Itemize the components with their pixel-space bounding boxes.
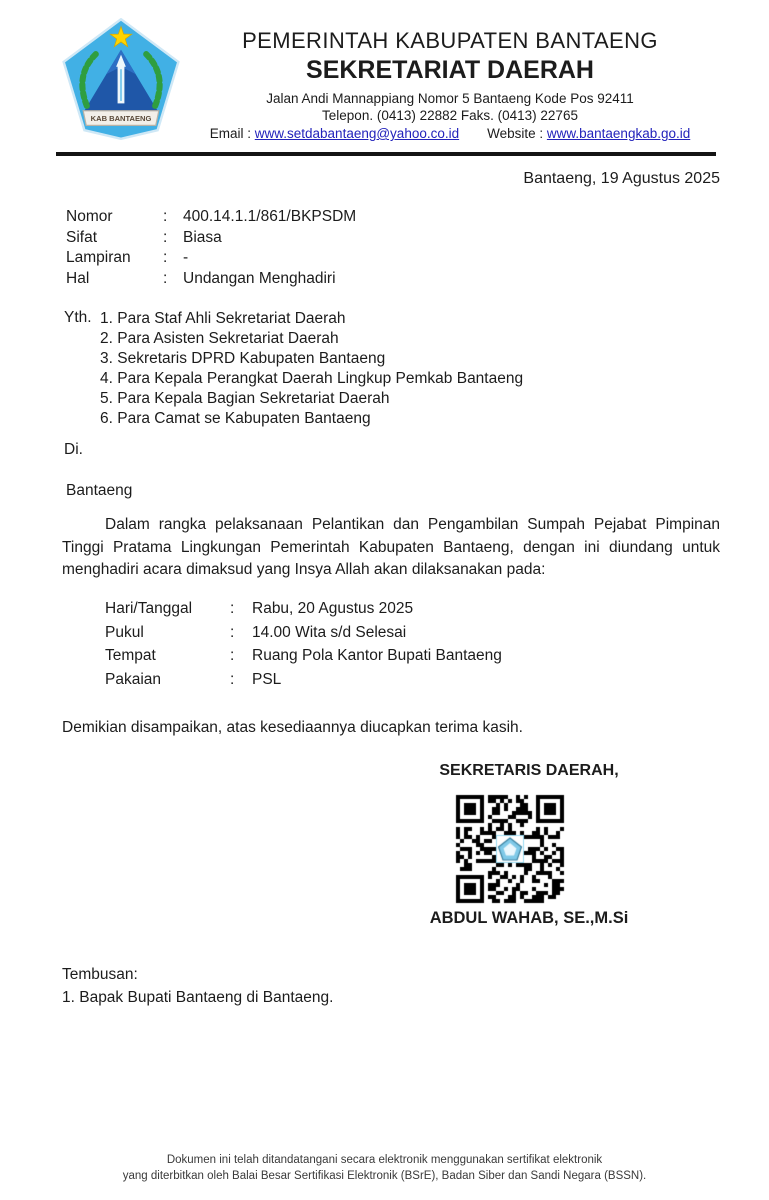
letterhead (60, 14, 716, 142)
date-line: Bantaeng, 19 Agustus 2025 (523, 170, 720, 187)
recipient-item: 6. Para Camat se Kabupaten Bantaeng (100, 410, 371, 427)
detail-label: Pakaian (105, 670, 162, 688)
government-name: PEMERINTAH KABUPATEN BANTAENG (242, 28, 658, 53)
letter-nature: Biasa (183, 228, 222, 246)
meta-label: Sifat (66, 228, 98, 246)
detail-row-time (105, 624, 502, 648)
regency-logo (60, 14, 190, 142)
letter-number: 400.14.1.1/861/BKPSDM (183, 208, 357, 225)
meta-row-nomor (66, 208, 356, 229)
detail-separator: : (230, 647, 235, 664)
event-day-date: Rabu, 20 Agustus 2025 (252, 600, 414, 617)
tembusan-label: Tembusan: (62, 966, 138, 983)
meta-separator: : (163, 228, 168, 246)
letterhead-text (190, 14, 716, 142)
recipient-item: 3. Sekretaris DPRD Kabupaten Bantaeng (100, 350, 386, 367)
detail-label: Pukul (105, 623, 144, 641)
disclaimer-line-1: Dokumen ini telah ditandatangani secara elektronik menggunakan sertifikat elektronik (166, 1154, 603, 1166)
tembusan-block (62, 963, 333, 1009)
meta-row-hal (66, 270, 356, 291)
closing-line: Demikian disampaikan, atas kesediaannya diucapkan terima kasih. (62, 719, 523, 736)
meta-row-lampiran (66, 249, 356, 270)
meta-label: Nomor (66, 208, 113, 225)
digital-signature-qr-code (455, 794, 565, 904)
meta-label: Hal (66, 269, 90, 287)
detail-row-dresscode (105, 671, 502, 695)
recipient-item: 4. Para Kepala Perangkat Daerah Lingkup Pemkab Bantaeng (100, 370, 524, 387)
meta-row-sifat (66, 229, 356, 250)
di-label: Di. (64, 441, 83, 458)
event-time: 14.00 Wita s/d Selesai (252, 623, 407, 641)
email-link[interactable]: www.setdabantaeng@yahoo.co.id (254, 126, 460, 141)
detail-row-place (105, 647, 502, 671)
department-name: SEKRETARIAT DAERAH (306, 56, 594, 84)
electronic-signature-disclaimer (0, 1152, 769, 1184)
detail-separator: : (230, 623, 235, 641)
disclaimer-line-2: yang diterbitkan oleh Balai Besar Sertifikasi Elektronik (BSrE), Badan Siber dan Sandi Negara (BSSN). (122, 1170, 647, 1182)
meta-separator: : (163, 208, 168, 225)
event-details (105, 600, 502, 694)
phone-fax-line: Telepon. (0413) 22882 Faks. (0413) 22765 (322, 108, 578, 123)
detail-row-day-date (105, 600, 502, 624)
logo-banner-text: KAB BANTAENG (90, 114, 152, 124)
detail-separator: : (230, 600, 235, 617)
website-label: Website : (487, 126, 547, 141)
detail-label: Tempat (105, 647, 156, 664)
letter-subject: Undangan Menghadiri (183, 269, 336, 287)
recipients-block (64, 309, 523, 429)
recipient-list (100, 309, 523, 429)
tembusan-item: 1. Bapak Bupati Bantaeng di Bantaeng. (62, 989, 334, 1006)
recipient-item: 5. Para Kepala Bagian Sekretariat Daerah (100, 390, 390, 407)
salutation: Yth. (64, 309, 92, 326)
signature-block (390, 762, 668, 928)
signer-title: SEKRETARIS DAERAH, (439, 762, 619, 779)
letterhead-divider (56, 152, 716, 156)
website-link[interactable]: www.bantaengkab.go.id (546, 126, 691, 141)
detail-separator: : (230, 670, 235, 688)
recipient-city: Bantaeng (66, 482, 133, 499)
recipient-item: 2. Para Asisten Sekretariat Daerah (100, 330, 339, 347)
meta-separator: : (163, 249, 168, 266)
signer-name: ABDUL WAHAB, SE.,M.Si (429, 909, 629, 927)
recipient-item: 1. Para Staf Ahli Sekretariat Daerah (100, 310, 346, 327)
meta-separator: : (163, 269, 168, 287)
event-place: Ruang Pola Kantor Bupati Bantaeng (252, 647, 502, 664)
body-paragraph: Dalam rangka pelaksanaan Pelantikan dan Pengambilan Sumpah Pejabat Pimpinan Tinggi Pratama Lingkungan Pemerintah Kabupaten Bantaeng, dengan ini diundang untuk menghadiri acara dimaksud yang Insya Allah akan dilaksanakan pada: (62, 516, 720, 578)
letter-attachment: - (183, 249, 189, 266)
email-label: Email : (209, 126, 255, 141)
bantaeng-crest-icon (60, 18, 182, 140)
event-dresscode: PSL (252, 670, 282, 688)
meta-label: Lampiran (66, 249, 131, 266)
office-address: Jalan Andi Mannappiang Nomor 5 Bantaeng Kode Pos 92411 (266, 91, 634, 106)
contact-line (190, 125, 710, 142)
detail-label: Hari/Tanggal (105, 600, 193, 617)
recipients-row (64, 309, 523, 429)
letter-meta (66, 208, 356, 290)
